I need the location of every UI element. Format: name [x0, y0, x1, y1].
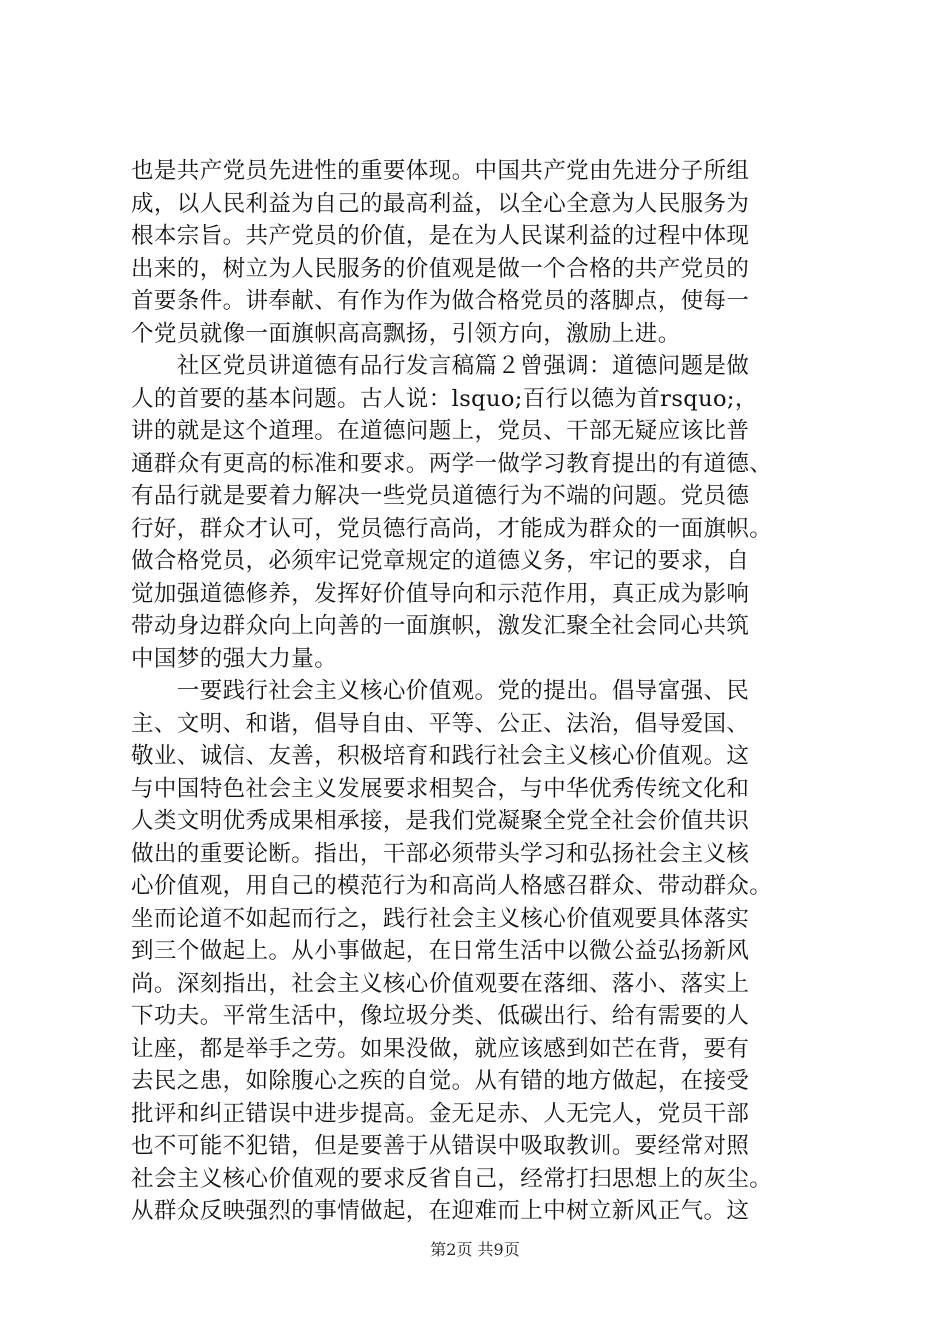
text-line: 做出的重要论断。指出，干部必须带头学习和弘扬社会主义核: [131, 840, 750, 867]
text-line: 也不可能不犯错，但是要善于从错误中吸取教训。要经常对照: [131, 1133, 750, 1159]
text-line: 让座，都是举手之劳。如果没做，就应该感到如芒在背，要有: [131, 1035, 750, 1062]
text-line: 一要践行社会主义核心价值观。党的提出。倡导富强、民: [131, 678, 750, 704]
text-line: 心价值观，用自己的模范行为和高尚人格感召群众、带动群众。: [131, 873, 773, 899]
text-line: 首要条件。讲奉献、有作为作为做合格党员的落脚点，使每一: [131, 288, 750, 314]
text-line: 带动身边群众向上向善的一面旗帜，激发汇聚全社会同心共筑: [131, 613, 750, 639]
body-text: [131, 155, 831, 1228]
text-line: 去民之患，如除腹心之疾的自觉。从有错的地方做起，在接受: [131, 1068, 750, 1094]
text-line: 敬业、诚信、友善，积极培育和践行社会主义核心价值观。这: [131, 743, 750, 769]
text-line: 主、文明、和谐，倡导自由、平等、公正、法治，倡导爱国、: [131, 710, 750, 737]
text-line: 做合格党员，必须牢记党章规定的道德义务，牢记的要求，自: [131, 548, 750, 574]
text-line: 与中国特色社会主义发展要求相契合，与中华优秀传统文化和: [131, 775, 750, 802]
text-line: 尚。深刻指出，社会主义核心价值观要在落细、落小、落实上: [131, 970, 750, 997]
text-line: 成，以人民利益为自己的最高利益，以全心全意为人民服务为: [131, 190, 750, 217]
text-line: 根本宗旨。共产党员的价值，是在为人民谋利益的过程中体现: [131, 223, 750, 249]
text-line: 人的首要的基本问题。古人说：lsquo;百行以德为首rsquo;，: [131, 385, 758, 412]
text-line: 讲的就是这个道理。在道德问题上，党员、干部无疑应该比普: [131, 418, 750, 444]
text-line: 有品行就是要着力解决一些党员道德行为不端的问题。党员德: [131, 483, 750, 509]
text-line: 从群众反映强烈的事情做起，在迎难而上中树立新风正气。这: [131, 1198, 750, 1224]
text-line: 个党员就像一面旗帜高高飘扬，引领方向，激励上进。: [131, 320, 681, 347]
text-line: 觉加强道德修养，发挥好价值导向和示范作用，真正成为影响: [131, 580, 750, 607]
page-number-footer: 第2页 共9页: [430, 1240, 520, 1259]
text-line: 中国梦的强大力量。: [131, 645, 338, 672]
text-line: 社区党员讲道德有品行发言稿篇２曾强调：道德问题是做: [131, 353, 750, 379]
text-line: 到三个做起上。从小事做起，在日常生活中以微公益弘扬新风: [131, 938, 750, 964]
text-line: 也是共产党员先进性的重要体现。中国共产党由先进分子所组: [131, 158, 750, 184]
text-line: 人类文明优秀成果相承接，是我们党凝聚全党全社会价值共识: [131, 808, 750, 834]
text-line: 社会主义核心价值观的要求反省自己，经常打扫思想上的灰尘。: [131, 1165, 773, 1192]
text-line: 行好，群众才认可，党员德行高尚，才能成为群众的一面旗帜。: [131, 515, 773, 542]
text-line: 坐而论道不如起而行之，践行社会主义核心价值观要具体落实: [131, 905, 750, 932]
text-line: 下功夫。平常生活中，像垃圾分类、低碳出行、给有需要的人: [131, 1003, 750, 1029]
text-line: 批评和纠正错误中进步提高。金无足赤、人无完人，党员干部: [131, 1100, 750, 1127]
text-line: 通群众有更高的标准和要求。两学一做学习教育提出的有道德、: [131, 450, 773, 477]
text-line: 出来的，树立为人民服务的价值观是做一个合格的共产党员的: [131, 255, 750, 282]
